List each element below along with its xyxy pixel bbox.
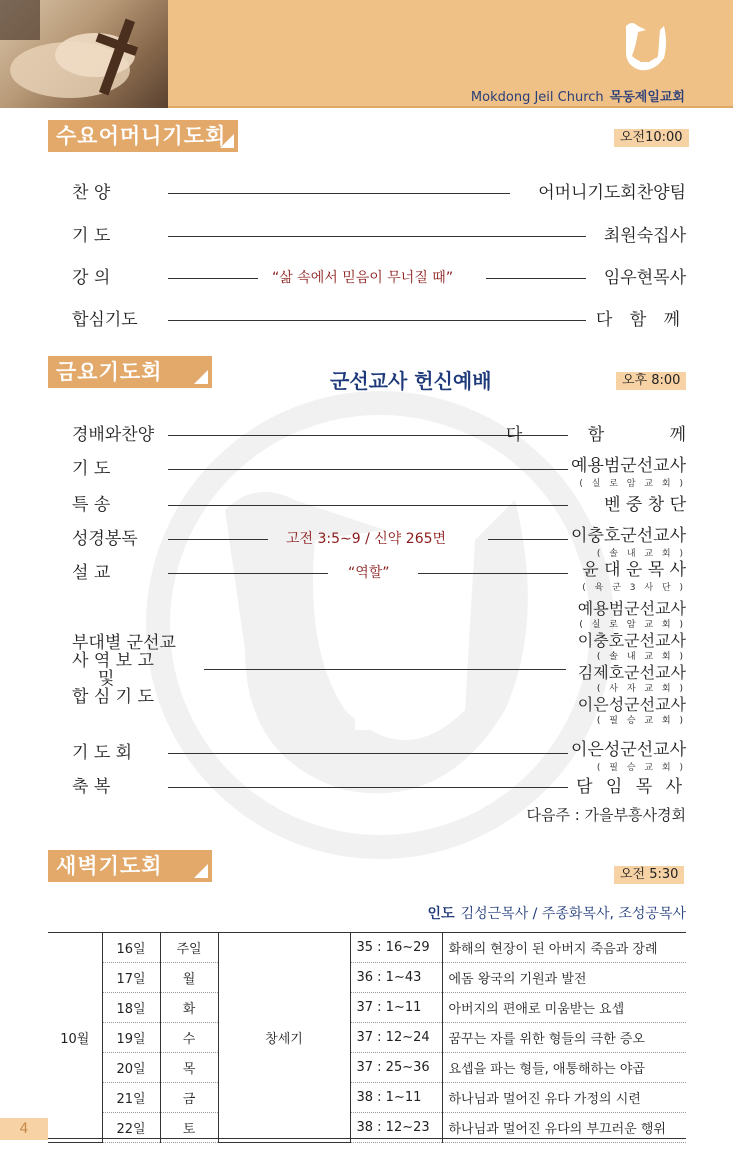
chapter-cell: 35 : 16∼29 [350, 933, 442, 963]
group-report-label: 부대별 군선교 사 역 보 고 및 합 심 기 도 [72, 633, 176, 707]
row-value: 예용범군선교사 [571, 456, 686, 476]
date-cell: 19일 [102, 1023, 160, 1053]
weekday-cell: 목 [160, 1053, 218, 1083]
passage-title-cell: 에돔 왕국의 기원과 발전 [442, 963, 686, 993]
chapter-cell: 37 : 25∼36 [350, 1053, 442, 1083]
fri-row-special-song [72, 490, 686, 520]
row-label: 기 도 [72, 459, 111, 479]
passage-title-cell: 꿈꾸는 자를 위한 형들의 극한 증오 [442, 1023, 686, 1053]
person-name: 이충호군선교사 [577, 631, 686, 650]
leader-line [488, 539, 568, 540]
row-value: 이은성군선교사 [571, 740, 686, 760]
row-label: 강 의 [72, 268, 111, 288]
leader-line [486, 278, 586, 279]
row-value: 담 임 목 사 [576, 777, 686, 797]
row-label: 찬 양 [72, 183, 111, 203]
person-church: ( 사 자 교 회 ) [596, 684, 686, 694]
person-name: 김제호군선교사 [577, 663, 686, 682]
chapter-cell: 38 : 1∼11 [350, 1083, 442, 1113]
row-value: 다 함 께 [505, 425, 716, 445]
fri-time-badge: 오후 8:00 [616, 372, 686, 390]
wed-section-title: 수요어머니기도회 [48, 120, 238, 152]
row-label: 기 도 [72, 226, 111, 246]
table-row [48, 963, 686, 993]
fri-subtitle: 군선교사 헌신예배 [330, 369, 492, 393]
wed-row-prayer [72, 221, 686, 251]
passage-title-cell: 요셉을 파는 형들, 애통해하는 야곱 [442, 1053, 686, 1083]
row-value: 이충호군선교사 [571, 526, 686, 546]
dawn-leaders: 인도 김성근목사 / 주종화목사, 조성공목사 [427, 906, 686, 922]
fri-row-prayer-meeting [72, 738, 686, 773]
fri-row-benediction [72, 772, 686, 802]
row-value: 다 함 께 [595, 310, 686, 330]
person-church: ( 필 승 교 회 ) [596, 716, 686, 726]
harp-dove-icon [616, 16, 674, 74]
table-row [48, 993, 686, 1023]
row-church: ( 솔 내 교 회 ) [596, 549, 686, 559]
row-label: 특 송 [72, 495, 111, 515]
sermon-title: “삶 속에서 믿음이 무너질 때” [272, 270, 454, 286]
leader-line [168, 278, 258, 279]
passage-title-cell: 하나님과 멀어진 유다의 부끄러운 행위 [442, 1113, 686, 1143]
row-label: 설 교 [72, 563, 111, 583]
book-cell: 창세기 [218, 933, 350, 1143]
chapter-cell: 37 : 12∼24 [350, 1023, 442, 1053]
row-label: 기 도 회 [72, 743, 133, 763]
leader-line [168, 573, 328, 574]
fri-row-worship [72, 420, 716, 450]
row-label: 성경봉독 [72, 529, 138, 549]
table-row [48, 933, 686, 963]
person-church: ( 솔 내 교 회 ) [596, 652, 686, 662]
person-name: 예용범군선교사 [577, 599, 686, 618]
dawn-schedule-table [48, 933, 686, 1143]
next-week-note: 다음주 : 가을부흥사경회 [526, 806, 686, 824]
weekday-cell: 주일 [160, 933, 218, 963]
weekday-cell: 토 [160, 1113, 218, 1143]
person-name: 이은성군선교사 [577, 695, 686, 714]
person-church: ( 실 로 암 교 회 ) [579, 620, 686, 630]
date-cell: 21일 [102, 1083, 160, 1113]
dawn-time-badge: 오전 5:30 [614, 866, 684, 884]
wed-row-praise [72, 178, 686, 208]
passage-title-cell: 아버지의 편애로 미움받는 요셉 [442, 993, 686, 1023]
chapter-cell: 37 : 1∼11 [350, 993, 442, 1023]
table-row [48, 1083, 686, 1113]
row-label: 합심기도 [72, 310, 138, 330]
fri-row-sermon [72, 558, 686, 593]
date-cell: 17일 [102, 963, 160, 993]
leader-line [168, 539, 268, 540]
leader-line [168, 320, 586, 321]
page-number: 4 [0, 1118, 48, 1140]
weekday-cell: 금 [160, 1083, 218, 1113]
row-church: ( 육 군 3 사 단 ) [582, 583, 686, 593]
leader-line [168, 505, 568, 506]
date-cell: 18일 [102, 993, 160, 1023]
sermon-title: “역할” [348, 565, 390, 581]
leader-line [168, 753, 568, 754]
chapter-cell: 38 : 12∼23 [350, 1113, 442, 1143]
row-value: 어머니기도회찬양팀 [538, 183, 686, 203]
leader-line [418, 573, 568, 574]
passage-title-cell: 하나님과 멀어진 유다 가정의 시련 [442, 1083, 686, 1113]
leader-line [168, 469, 568, 470]
row-label: 축 복 [72, 777, 111, 797]
row-value: 윤 대 운 목 사 [582, 560, 686, 580]
weekday-cell: 화 [160, 993, 218, 1023]
header-rule [168, 106, 733, 108]
weekday-cell: 수 [160, 1023, 218, 1053]
church-name: Mokdong Jeil Church 목동제일교회 [470, 90, 685, 105]
group-report-people [560, 600, 686, 728]
wed-time-badge: 오전10:00 [614, 129, 689, 147]
row-church: ( 실 로 암 교 회 ) [579, 479, 686, 489]
chapter-cell: 36 : 1∼43 [350, 963, 442, 993]
passage-title-cell: 화해의 현장이 된 아버지 죽음과 장례 [442, 933, 686, 963]
wed-row-unity-prayer [72, 305, 686, 335]
date-cell: 22일 [102, 1113, 160, 1143]
row-value: 벤 중 창 단 [604, 495, 686, 515]
date-cell: 16일 [102, 933, 160, 963]
dawn-section-title: 새벽기도회 [48, 850, 212, 882]
leader-line [204, 669, 566, 670]
table-row [48, 1023, 686, 1053]
table-row [48, 1053, 686, 1083]
fri-row-scripture [72, 524, 686, 559]
row-value: 임우현목사 [603, 268, 686, 288]
row-value: 최원숙집사 [603, 226, 686, 246]
fri-row-prayer [72, 454, 686, 489]
praying-hands-photo [0, 0, 168, 108]
row-label: 경배와찬양 [72, 425, 155, 445]
scripture-ref: 고전 3:5∼9 / 신약 265면 [286, 531, 447, 547]
fri-section-title: 금요기도회 [48, 356, 212, 388]
month-cell: 10월 [48, 933, 102, 1143]
table-bottom-rule [48, 1138, 686, 1139]
wed-row-lecture [72, 263, 686, 293]
weekday-cell: 월 [160, 963, 218, 993]
leader-line [168, 193, 510, 194]
leader-line [168, 236, 586, 237]
row-church: ( 필 승 교 회 ) [596, 763, 686, 773]
date-cell: 20일 [102, 1053, 160, 1083]
leader-line [168, 787, 568, 788]
